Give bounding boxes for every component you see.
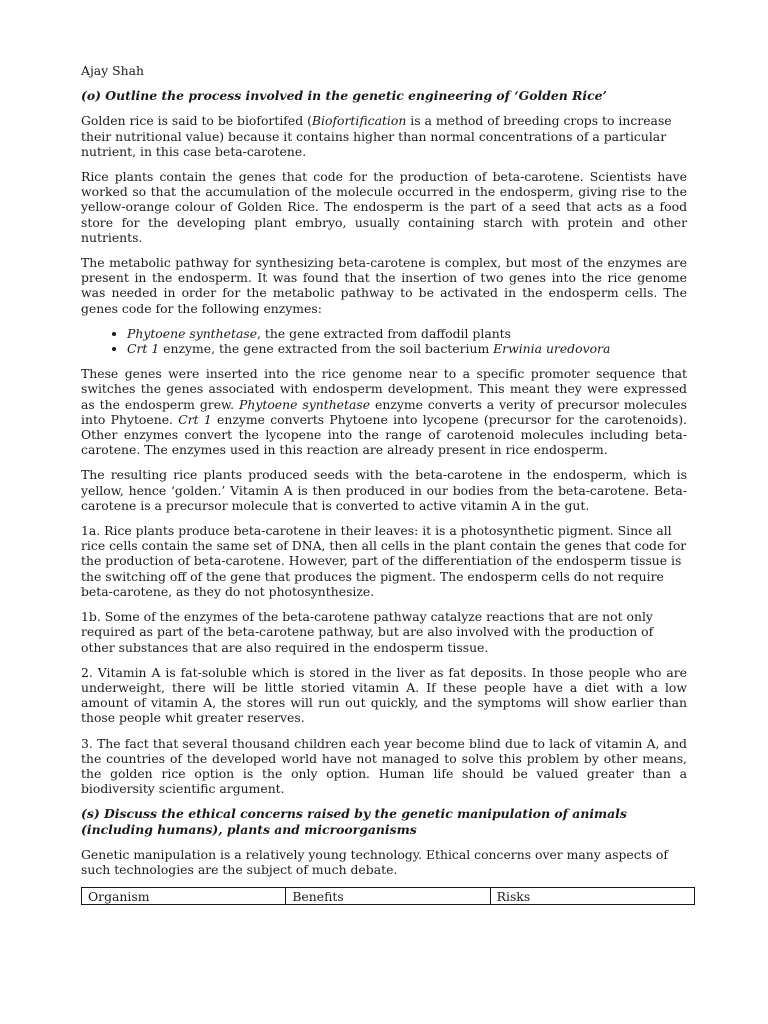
document-body — [81, 63, 687, 905]
paragraph-answer-2: 2. Vitamin A is fat-soluble which is stored in the liver as fat deposits. In those people who are underweight, there will be little storied vitamin A. If these people have a diet with a low amount of vitamin A, the stores will run out quickly, and the symptoms will show earlier than those people whit greater reserves. — [81, 664, 687, 726]
list-item: • Crt 1 enzyme, the gene extracted from the soil bacterium Erwinia uredovora — [127, 341, 687, 356]
paragraph-answer-3: 3. The fact that several thousand children each year become blind due to lack of vitamin A, and the countries of the developed world have not managed to solve this problem by other means, the golden rice option is the only option. Human life should be valued greater than a biodiversity scientific argument. — [81, 735, 687, 797]
paragraph-biofortification: Golden rice is said to be biofortifed (Biofortification is a method of breeding crops to increase their nutritional value) because it contains higher than normal concentrations of a particular nutrient, in this case beta-carotene. — [81, 113, 672, 159]
table-header-cell: Risks — [490, 888, 694, 905]
paragraph-resulting-plants: The resulting rice plants produced seeds with the beta-carotene in the endosperm, which is yellow, hence ‘golden.’ Vitamin A is then produced in our bodies from the beta-carotene. Beta-carotene is a precursor molecule that is converted to active vitamin A in the gut. — [81, 467, 687, 513]
paragraph-answer-1b: 1b. Some of the enzymes of the beta-carotene pathway catalyze reactions that are not only required as part of the beta-carotene pathway, but are also involved with the production of other substances that are also required in the endosperm tissue. — [81, 609, 654, 655]
paragraph-metabolic-pathway: The metabolic pathway for synthesizing beta-carotene is complex, but most of the enzymes are present in the endosperm. It was found that the insertion of two genes into the rice genome was needed in order for the metabolic pathway to be activated in the endosperm cells. The genes code for the following enzymes: — [81, 255, 687, 316]
paragraph-genetic-manipulation: Genetic manipulation is a relatively young technology. Ethical concerns over many aspects of such technologies are the subject of much debate. — [81, 846, 668, 877]
author-name: Ajay Shah — [81, 63, 144, 78]
table-header-cell: Benefits — [286, 888, 490, 905]
table-header-row — [82, 888, 695, 905]
enzyme-list — [81, 326, 687, 356]
table-header-cell: Organism — [82, 888, 286, 905]
paragraph-answer-1a: 1a. Rice plants produce beta-carotene in their leaves: it is a photosynthetic pigment. Since all rice cells contain the same set of DNA, then all cells in the plant contain the genes that code for the production of beta-carotene. However, part of the differentiation of the endosperm tissue is the switching off of the gene that produces the pigment. The endosperm cells do not require beta-carotene, as they do not photosynthesize. — [81, 523, 687, 599]
section-heading-s: (s) Discuss the ethical concerns raised by the genetic manipulation of animals (including humans), plants and microorganisms — [81, 806, 627, 837]
section-heading-o: (o) Outline the process involved in the genetic engineering of ‘Golden Rice’ — [81, 88, 607, 104]
paragraph-beta-carotene-genes: Rice plants contain the genes that code for the production of beta-carotene. Scientists have worked so that the accumulation of the molecule occurred in the endosperm, giving rise to the yellow-orange colour of Golden Rice. The endosperm is the part of a seed that acts as a food store for the developing plant embryo, usually containing starch with protein and other nutrients. — [81, 169, 687, 245]
list-item: • Phytoene synthetase, the gene extracted from daffodil plants — [127, 326, 687, 341]
organism-table — [81, 887, 695, 905]
paragraph-gene-insertion: These genes were inserted into the rice genome near to a specific promoter sequence that switches the genes associated with endosperm development. This meant they were expressed as the endosperm grew. Phytoene synthetase enzyme converts a verity of precursor molecules into Phytoene. Crt 1 enzyme converts Phytoene into lycopene (precursor for the carotenoids). Other enzymes convert the lycopene into the range of carotenoid molecules including beta-carotene. The enzymes used in this reaction are already present in rice endosperm. — [81, 366, 687, 458]
